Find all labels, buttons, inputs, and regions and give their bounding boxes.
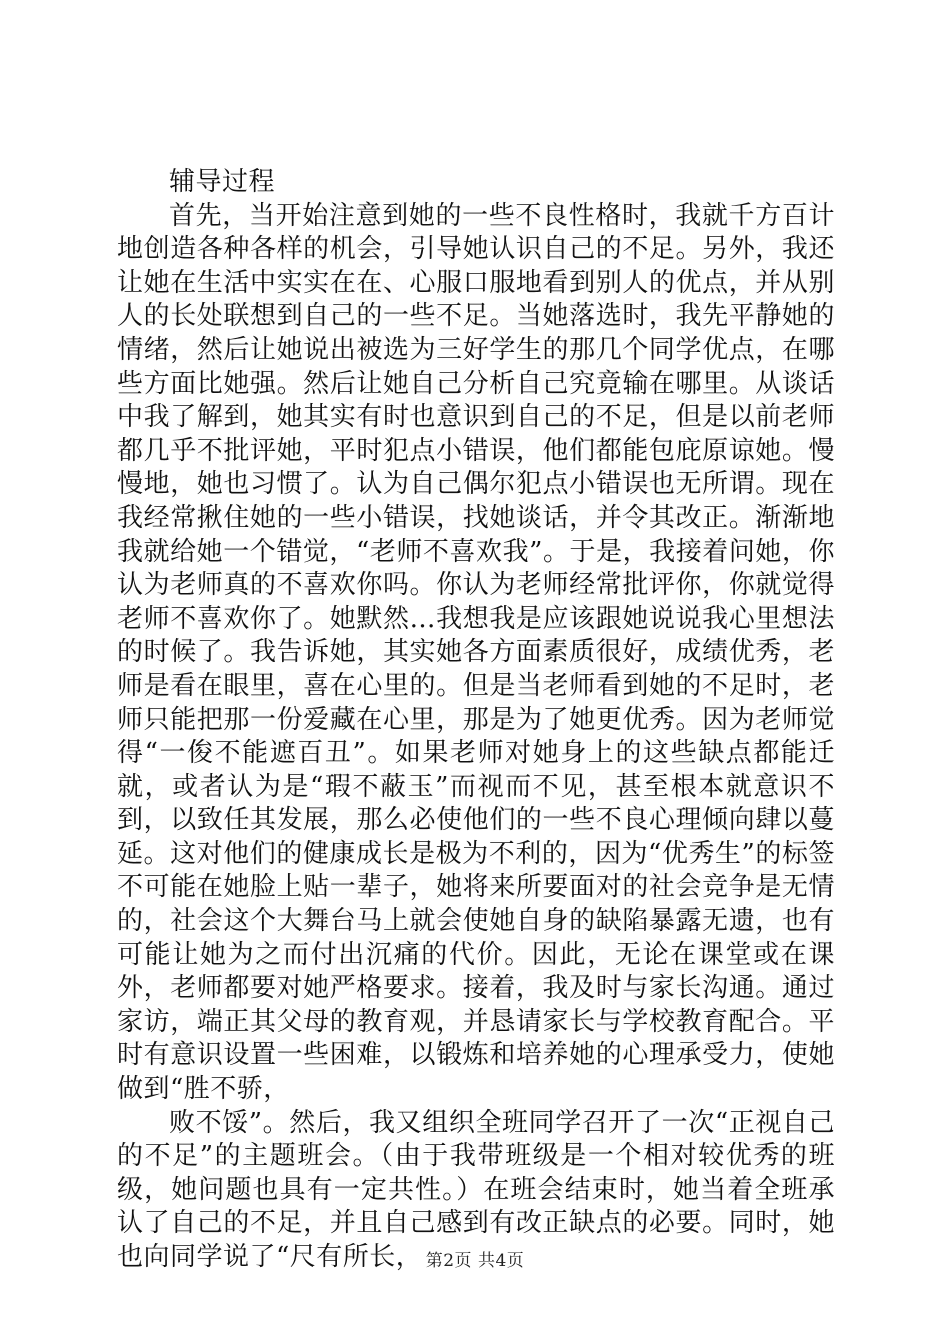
- paragraph-2: 败不馁”。然后，我又组织全班同学召开了一次“正视自己的不足”的主题班会。（由于我带班级是一个相对较优秀的班级，她问题也具有一定共性。）在班会结束时，她当着全班承认了自己的不足，并且自己感到有改正缺点的必要。同时，她也向同学说了“尺有所长，: [117, 1107, 835, 1272]
- document-body: [117, 166, 835, 1275]
- page-number-footer: 第2页 共4页: [425, 1251, 525, 1271]
- section-heading: 辅导过程: [169, 167, 276, 197]
- paragraph-1: 首先，当开始注意到她的一些不良性格时，我就千方百计地创造各种各样的机会，引导她认识自己的不足。另外，我还让她在生活中实实在在、心服口服地看到别人的优点，并从别人的长处联想到自己的一些不足。当她落选时，我先平静她的情绪，然后让她说出被选为三好学生的那几个同学优点，在哪些方面比她强。然后让她自己分析自己究竟输在哪里。从谈话中我了解到，她其实有时也意识到自己的不足，但是以前老师都几乎不批评她，平时犯点小错误，他们都能包庇原谅她。慢慢地，她也习惯了。认为自己偶尔犯点小错误也无所谓。现在我经常揪住她的一些小错误，找她谈话，并令其改正。渐渐地我就给她一个错觉，“老师不喜欢我”。于是，我接着问她，你认为老师真的不喜欢你吗。你认为老师经常批评你，你就觉得老师不喜欢你了。她默然…我想我是应该跟她说说我心里想法的时候了。我告诉她，其实她各方面素质很好，成绩优秀，老师是看在眼里，喜在心里的。但是当老师看到她的不足时，老师只能把那一份爱藏在心里，那是为了她更优秀。因为老师觉得“一俊不能遮百丑”。如果老师对她身上的这些缺点都能迁就，或者认为是“瑕不蔽玉”而视而不见，甚至根本就意识不到，以致任其发展，那么必使他们的一些不良心理倾向肆以蔓延。这对他们的健康成长是极为不利的，因为“优秀生”的标签不可能在她脸上贴一辈子，她将来所要面对的社会竞争是无情的，社会这个大舞台马上就会使她自身的缺陷暴露无遗，也有可能让她为之而付出沉痛的代价。因此，无论在课堂或在课外，老师都要对她严格要求。接着，我及时与家长沟通。通过家访，端正其父母的教育观，并恳请家长与学校教育配合。平时有意识设置一些困难，以锻炼和培养她的心理承受力，使她做到“胜不骄，: [117, 200, 835, 1105]
